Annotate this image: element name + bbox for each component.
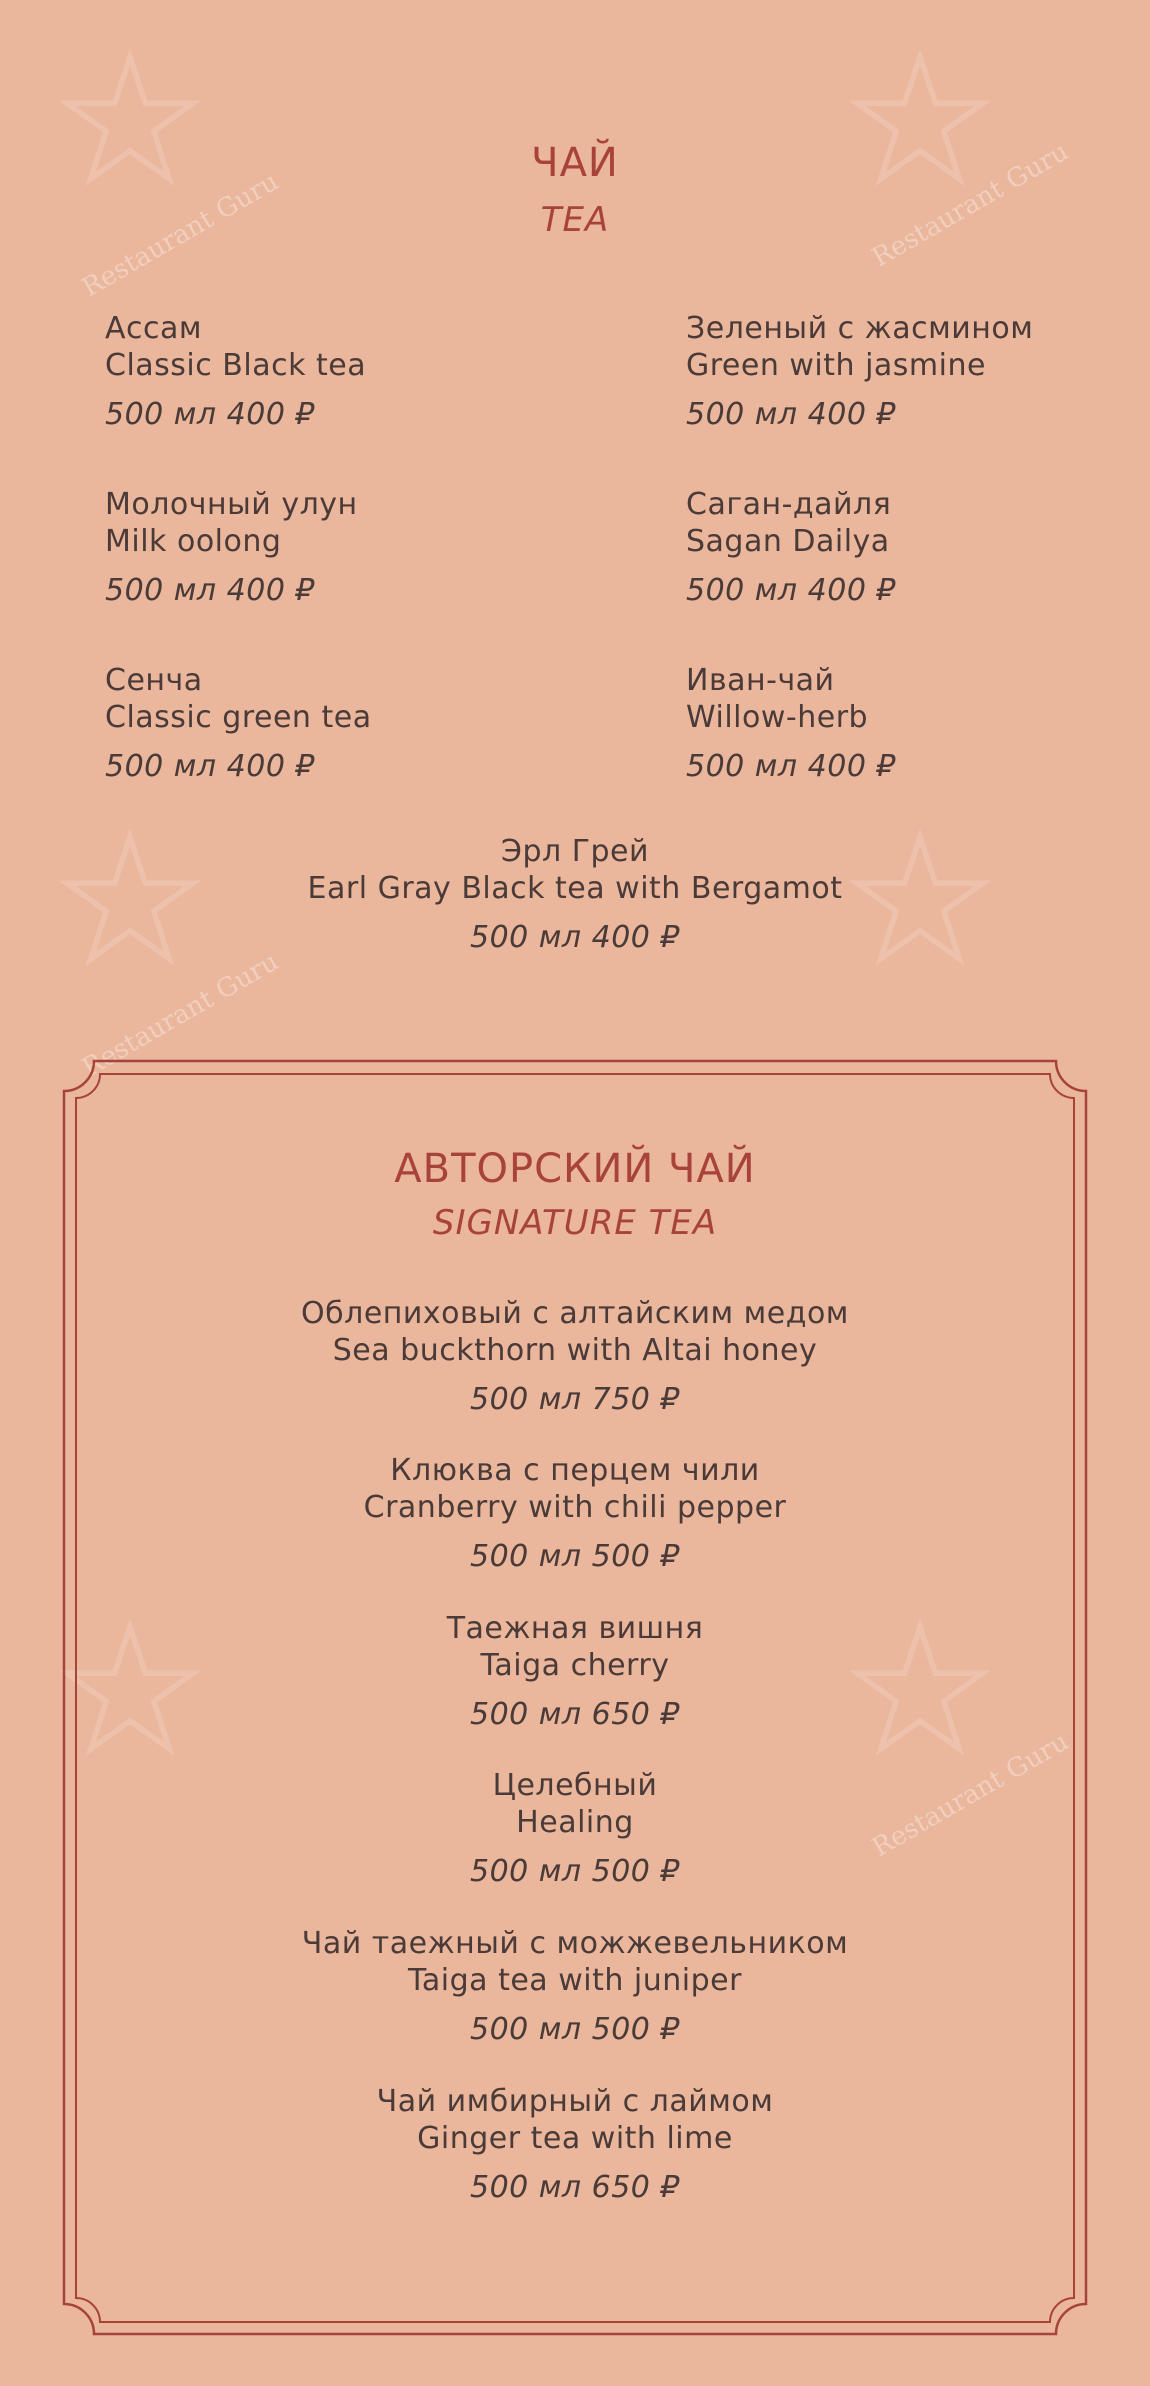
item-price: 500 мл 650 ₽ <box>469 2170 681 2205</box>
item-name-en: Milk oolong <box>105 524 282 559</box>
item-name-en: Sea buckthorn with Altai honey <box>332 1333 818 1368</box>
item-name-en: Willow-herb <box>686 700 869 735</box>
item-name-ru: Молочный улун <box>105 487 358 522</box>
item-name-ru: Эрл Грей <box>501 834 649 869</box>
item-name-en: Taiga cherry <box>480 1648 670 1683</box>
menu-item-signature <box>0 2083 1150 2206</box>
item-name-en: Ginger tea with lime <box>417 2121 733 2156</box>
item-name-ru: Облепиховый с алтайским медом <box>301 1296 849 1331</box>
item-price: 500 мл 400 ₽ <box>686 397 897 432</box>
item-price: 500 мл 400 ₽ <box>686 749 897 784</box>
signature-title-en: SIGNATURE TEA <box>432 1203 718 1243</box>
watermark-text: Restaurant Guru <box>867 136 1074 274</box>
watermark-text: Restaurant Guru <box>77 166 284 304</box>
item-name-en: Healing <box>516 1805 634 1840</box>
item-name-ru: Сенча <box>105 663 203 698</box>
item-name-ru: Чай имбирный с лаймом <box>376 2084 774 2119</box>
item-name-en: Classic green tea <box>105 700 372 735</box>
menu-item-signature <box>0 1295 1150 1418</box>
item-name-ru: Чай таежный с можжевельником <box>301 1926 849 1961</box>
item-price: 500 мл 400 ₽ <box>686 573 897 608</box>
item-price: 500 мл 650 ₽ <box>469 1697 681 1732</box>
item-name-ru: Ассам <box>105 311 203 346</box>
menu-item-signature <box>0 1452 1150 1575</box>
item-price: 500 мл 400 ₽ <box>469 920 681 955</box>
tea-title-ru: ЧАЙ <box>531 140 619 186</box>
item-name-en: Cranberry with chili pepper <box>363 1490 787 1525</box>
item-price: 500 мл 500 ₽ <box>469 1854 681 1889</box>
item-price: 500 мл 400 ₽ <box>105 397 316 432</box>
item-name-en: Earl Gray Black tea with Bergamot <box>307 871 843 906</box>
watermark-text: Restaurant Guru <box>867 1726 1074 1864</box>
item-name-ru: Целебный <box>492 1768 658 1803</box>
item-name-en: Sagan Dailya <box>686 524 890 559</box>
item-name-en: Taiga tea with juniper <box>408 1963 742 1998</box>
item-name-ru: Клюква с перцем чили <box>390 1453 760 1488</box>
item-name-ru: Иван-чай <box>686 663 835 698</box>
item-price: 500 мл 500 ₽ <box>469 1539 681 1574</box>
item-name-ru: Зеленый с жасмином <box>686 311 1034 346</box>
item-price: 500 мл 400 ₽ <box>105 749 316 784</box>
item-name-en: Classic Black tea <box>105 348 367 383</box>
item-name-en: Green with jasmine <box>686 348 986 383</box>
item-name-ru: Саган-дайля <box>686 487 892 522</box>
menu-item-signature <box>0 1925 1150 2048</box>
signature-title-ru: АВТОРСКИЙ ЧАЙ <box>394 1146 756 1192</box>
item-price: 500 мл 400 ₽ <box>105 573 316 608</box>
item-name-ru: Таежная вишня <box>446 1611 704 1646</box>
item-price: 500 мл 750 ₽ <box>469 1382 681 1417</box>
tea-title-en: TEA <box>540 200 610 240</box>
menu-item-signature <box>0 1610 1150 1733</box>
watermark-text: Restaurant Guru <box>77 946 284 1084</box>
menu-item-signature <box>0 1767 1150 1890</box>
item-price: 500 мл 500 ₽ <box>469 2012 681 2047</box>
